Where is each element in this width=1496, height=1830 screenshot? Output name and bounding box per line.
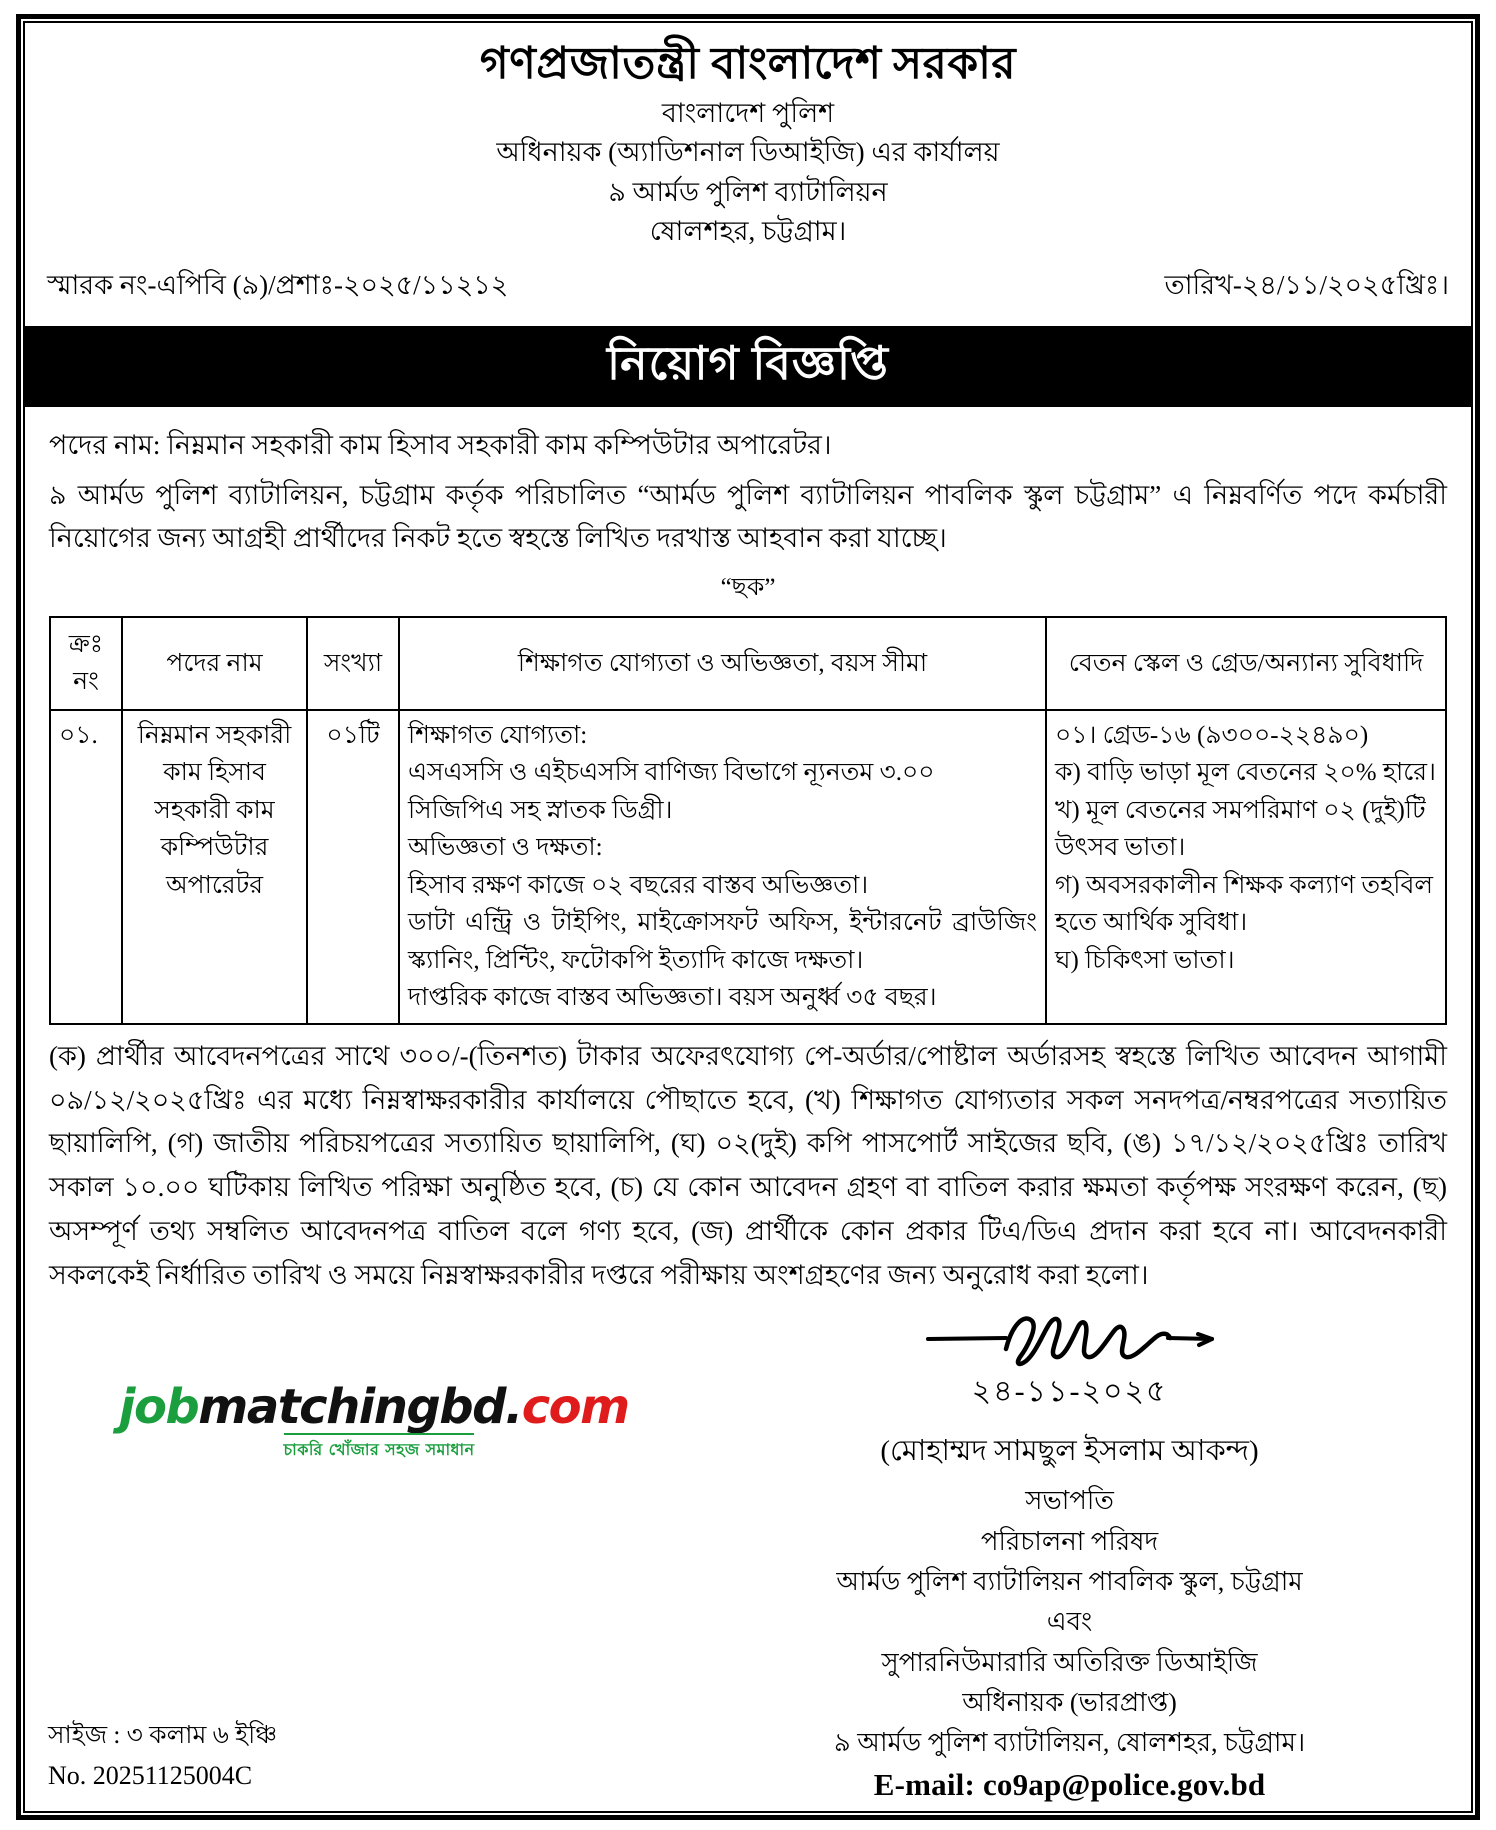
conditions-paragraph: (ক) প্রার্থীর আবেদনপত্রের সাথে ৩০০/-(তিনশত) টাকার অফেরৎযোগ্য পে-অর্ডার/পোষ্টাল অর্ডারসহ স্বহস্তে লিখিত আবেদন আগামী ০৯/১২/২০২৫খ্রিঃ এর মধ্যে নিম্নস্বাক্ষরকারীর কার্যালয়ে পৌছাতে হবে, (খ) শিক্ষাগত যোগ্যতার সকল সনদপত্র/নম্বরপত্রের সত্যায়িত ছায়ালিপি, (গ) জাতীয় পরিচয়পত্রের সত্যায়িত ছায়ালিপি, (ঘ) ০২(দুই) কপি পাসপোর্ট সাইজের ছবি, (ঙ) ১৭/১২/২০২৫খ্রিঃ তারিখ সকাল ১০.০০ ঘটিকায় লিখিত পরিক্ষা অনুষ্ঠিত হবে, (চ) যে কোন আবেদন গ্রহণ বা বাতিল করার ক্ষমতা কর্তৃপক্ষ সংরক্ষণ করেন, (ছ) অসম্পূর্ণ তথ্য সম্বলিত আবেদনপত্র বাতিল বলে গণ্য হবে, (জ) প্রার্থীকে কোন প্রকার টিএ/ডিএ প্রদান করা হবে না। আবেদনকারী সকলকেই নির্ধারিত তারিখ ও সময়ে নিম্নস্বাক্ষরকারীর দপ্তরে পরীক্ষায় অংশগ্রহণের জন্য অনুরোধ করা হলো। [49, 1040, 1447, 1290]
table-header-row [50, 617, 1446, 710]
signatory-designation-3: আর্মড পুলিশ ব্যাটালিয়ন পাবলিক স্কুল, চট্টগ্রাম [836, 1566, 1303, 1596]
table-row [50, 710, 1446, 1024]
header-count: সংখ্যা [307, 617, 399, 710]
notice-title: নিয়োগ বিজ্ঞপ্তি [607, 337, 889, 389]
signatory-designation-6: ৯ আর্মড পুলিশ ব্যাটালিয়ন, ষোলশহর, চট্টগ্রাম। [833, 1728, 1306, 1758]
signatory-name: (মোহাম্মদ সামছুল ইসলাম আকন্দ) [880, 1435, 1259, 1468]
post-name-text: নিম্নমান সহকারী কাম হিসাব সহকারী কাম কম্পিউটার অপারেটর [137, 721, 292, 899]
document-body [25, 407, 1471, 1811]
signatory-designation-1: সভাপতি [1025, 1486, 1114, 1516]
org-line-battalion: ৯ আর্মড পুলিশ ব্যাটালিয়ন [608, 176, 888, 207]
post-name-line: পদের নাম: নিম্নমান সহকারী কাম হিসাব সহকারী কাম কম্পিউটার অপারেটর। [49, 430, 832, 461]
memo-date: তারিখ-২৪/১১/২০২৫খ্রিঃ। [1164, 269, 1449, 300]
signatory-conjunction: এবং [1046, 1607, 1093, 1637]
pay-grade: ০১। গ্রেড-১৬ (৯৩০০-২২৪৯০) [1055, 721, 1369, 749]
logo-part-dot: . [504, 1379, 522, 1436]
header-pay: বেতন স্কেল ও গ্রেড/অন্যান্য সুবিধাদি [1046, 617, 1446, 710]
signatory-designation-5: অধিনায়ক (ভারপ্রাপ্ত) [962, 1687, 1177, 1717]
header-post: পদের নাম [122, 617, 307, 710]
benefit-welfare-fund: গ) অবসরকালীন শিক্ষক কল্যাণ তহবিল হতে আর্থিক সুবিধা। [1055, 871, 1433, 937]
org-line-address: ষোলশহর, চট্টগ্রাম। [649, 215, 847, 246]
memo-row [25, 255, 1471, 326]
inner-border [23, 21, 1473, 1813]
footer-meta [48, 1717, 277, 1796]
logo-wordmark [119, 1379, 692, 1436]
logo-part-bd: bd [439, 1379, 505, 1436]
logo-part-com: com [521, 1379, 629, 1436]
chart-label: “ছক” [720, 573, 776, 601]
cell-qualification [399, 710, 1046, 1024]
government-title: গণপ্রজাতন্ত্রী বাংলাদেশ সরকার [479, 39, 1017, 88]
ad-reference-number: No. 20251125004C [48, 1760, 253, 1790]
experience-line-1: হিসাব রক্ষণ কাজে ০২ বছরের বাস্তব অভিজ্ঞতা। [408, 871, 869, 899]
cell-vacancy-count: ০১টি [307, 710, 399, 1024]
cell-post-name [122, 710, 307, 1024]
benefit-medical: ঘ) চিকিৎসা ভাতা। [1055, 946, 1235, 974]
signatory-block [692, 1301, 1447, 1805]
education-heading: শিক্ষাগত যোগ্যতা: [408, 721, 588, 749]
logo-tagline-wrap [119, 1431, 639, 1464]
experience-heading: অভিজ্ঞতা ও দক্ষতা: [408, 834, 603, 862]
education-text: এসএসসি ও এইচএসসি বাণিজ্য বিভাগে ন্যূনতম ৩.০০ [408, 759, 935, 787]
cell-pay-scale [1046, 710, 1446, 1024]
logo-part-job: job [119, 1379, 199, 1436]
cell-serial: ০১. [50, 710, 122, 1024]
outer-border [16, 14, 1480, 1820]
signatory-designation-4: সুপারনিউমারারি অতিরিক্ত ডিআইজি [881, 1647, 1258, 1677]
jobmatchingbd-logo [119, 1379, 692, 1464]
signature-date: ২৪-১১-২০২৫ [971, 1375, 1168, 1409]
intro-paragraph: ৯ আর্মড পুলিশ ব্যাটালিয়ন, চট্টগ্রাম কর্তৃক পরিচালিত “আর্মড পুলিশ ব্যাটালিয়ন পাবলিক স্কুল চট্টগ্রাম” এ নিম্নবর্ণিত পদে কর্মচারী নিয়োগের জন্য আগ্রহী প্রার্থীদের নিকট হতে স্বহস্তে লিখিত দরখাস্ত আহবান করা যাচ্ছে। [49, 479, 1447, 554]
org-line-police: বাংলাদেশ পুলিশ [661, 98, 835, 129]
org-line-office: অধিনায়ক (অ্যাডিশনাল ডিআইজি) এর কার্যালয় [496, 137, 1000, 168]
job-details-table [49, 616, 1447, 1025]
education-text-2: সিজিপিএ সহ স্নাতক ডিগ্রী। [408, 796, 673, 824]
document-header [25, 23, 1471, 255]
experience-line-2: ডাটা এন্ট্রি ও টাইপিং, মাইক্রোসফট অফিস, ইন্টারনেট ব্রাউজিং স্ক্যানিং, প্রিন্টিং, ফটোকপি ইত্যাদি কাজে দক্ষতা। [408, 909, 1037, 974]
experience-line-3: দাপ্তরিক কাজে বাস্তব অভিজ্ঞতা। বয়স অনুর্ধ্ব ৩৫ বছর। [408, 984, 937, 1012]
signatory-designation-2: পরিচালনা পরিষদ [980, 1526, 1159, 1556]
logo-tagline: চাকরি খোঁজার সহজ সমাধান [284, 1433, 475, 1464]
header-qualification: শিক্ষাগত যোগ্যতা ও অভিজ্ঞতা, বয়স সীমা [399, 617, 1046, 710]
benefit-house-rent: ক) বাড়ি ভাড়া মূল বেতনের ২০% হারে। [1055, 759, 1436, 787]
memo-number: স্মারক নং-এপিবি (৯)/প্রশাঃ-২০২৫/১১২১২ [47, 269, 509, 300]
contact-email[interactable]: E-mail: co9ap@police.gov.bd [873, 1767, 1266, 1803]
ad-size-line: সাইজ : ৩ কলাম ৬ ইঞ্চি [48, 1721, 278, 1749]
notice-banner [25, 326, 1471, 407]
benefit-festival-bonus: খ) মূল বেতনের সমপরিমাণ ০২ (দুই)টি উৎসব ভাতা। [1055, 796, 1426, 862]
logo-part-matching: matching [198, 1379, 440, 1436]
header-serial: ক্রঃ নং [50, 617, 122, 710]
